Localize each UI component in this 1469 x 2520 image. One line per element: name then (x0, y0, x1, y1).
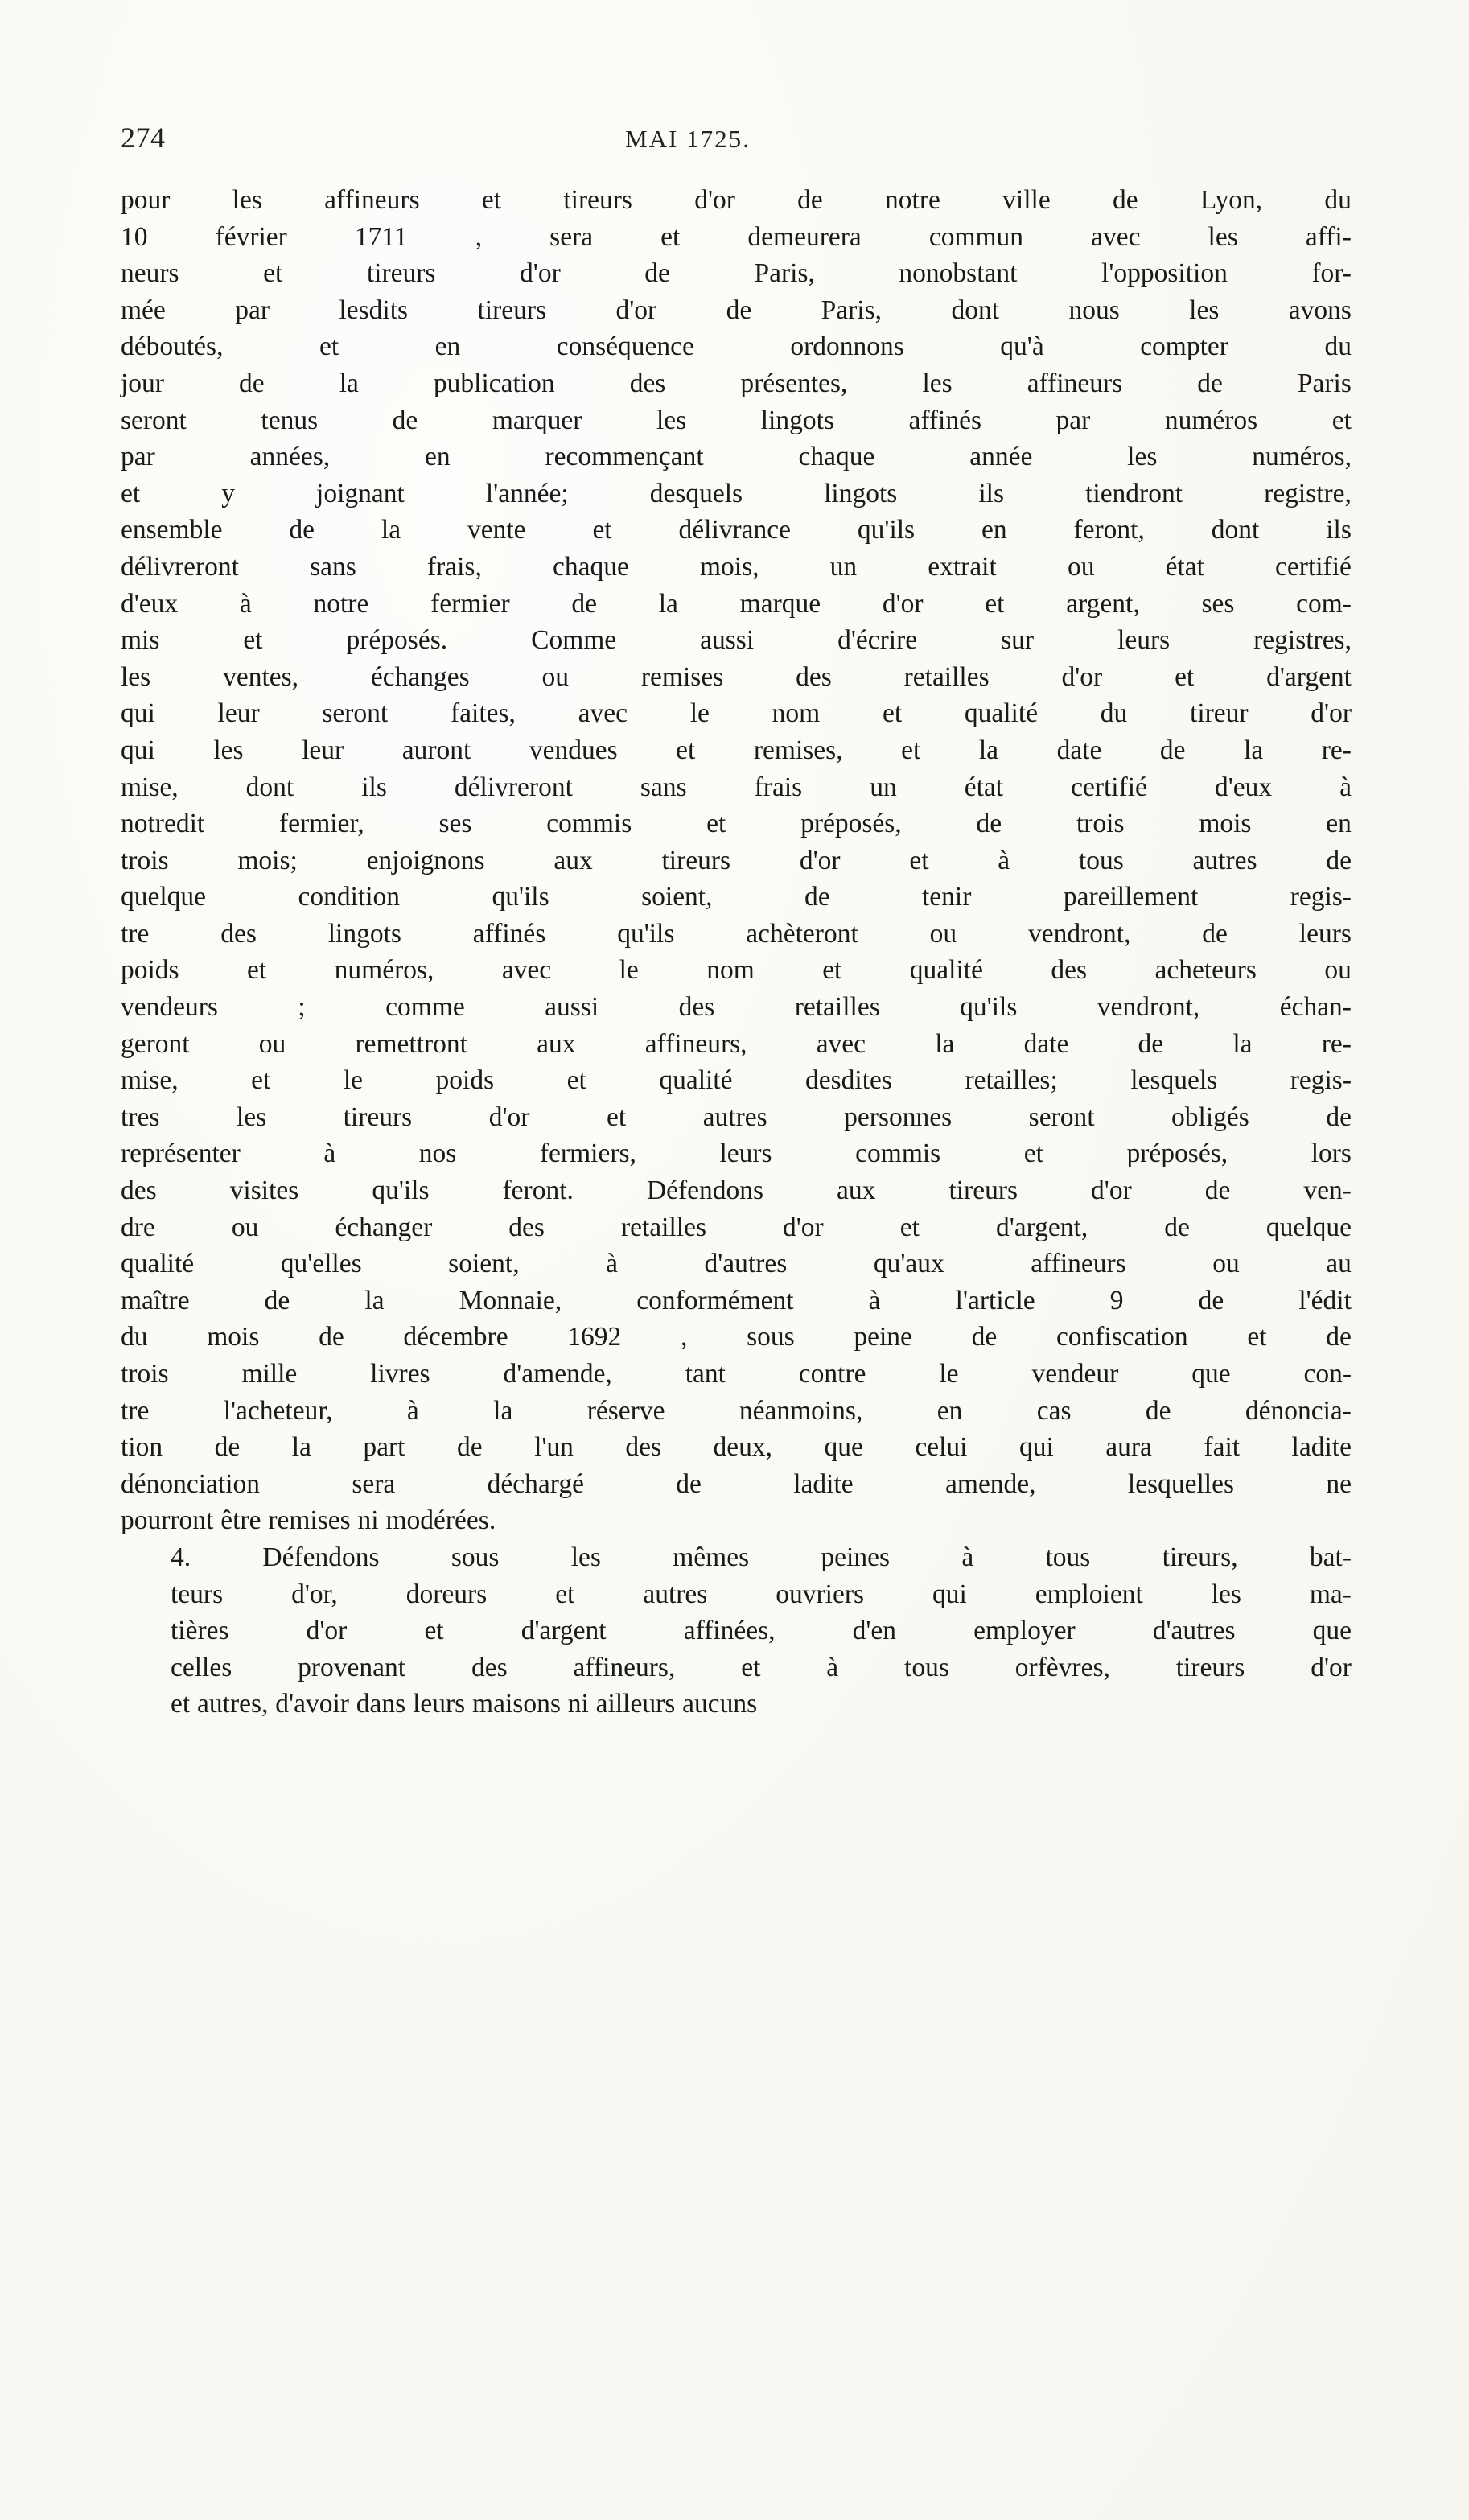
text-line: notredit fermier, ses commis et préposés, de trois mois en (121, 809, 1352, 839)
paragraph-article-4 (121, 1539, 1352, 1723)
text-line: tion de la part de l'un des deux, que celui qui aura fait ladite (121, 1432, 1352, 1463)
text-line: vendeurs ; comme aussi des retailles qu'ils vendront, échan- (121, 992, 1352, 1023)
text-line: pourront être remises ni modérées. (121, 1505, 496, 1536)
text-line: celles provenant des affineurs, et à tous orfèvres, tireurs d'or (171, 1652, 1352, 1682)
text-line: tre des lingots affinés qu'ils achèteront ou vendront, de leurs (121, 918, 1352, 949)
text-line: et y joignant l'année; desquels lingots ils tiendront registre, (121, 478, 1352, 509)
text-line: des visites qu'ils feront. Défendons aux tireurs d'or de ven- (121, 1176, 1352, 1206)
running-head: MAI 1725. (625, 125, 751, 153)
text-line: poids et numéros, avec le nom et qualité des acheteurs ou (121, 955, 1352, 986)
page-number: 274 (121, 121, 166, 154)
text-line: dre ou échanger des retailles d'or et d'argent, de quelque (121, 1212, 1352, 1242)
text-line: teurs d'or, doreurs et autres ouvriers qui emploient les ma- (171, 1579, 1352, 1609)
text-line: qui leur seront faites, avec le nom et qualité du tireur d'or (121, 698, 1352, 729)
text-line: du mois de décembre 1692 , sous peine de confiscation et de (121, 1322, 1352, 1353)
text-line: 4. Défendons sous les mêmes peines à tous tireurs, bat- (171, 1542, 1352, 1572)
text-line: qualité qu'elles soient, à d'autres qu'aux affineurs ou au (121, 1249, 1352, 1279)
text-line: tres les tireurs d'or et autres personnes seront obligés de (121, 1101, 1352, 1132)
text-line: d'eux à notre fermier de la marque d'or et argent, ses com- (121, 588, 1352, 619)
text-line: tre l'acheteur, à la réserve néanmoins, en cas de dénoncia- (121, 1395, 1352, 1426)
text-line: 10 février 1711 , sera et demeurera commun avec les affi- (121, 221, 1352, 252)
page-content (121, 121, 1352, 1723)
text-line: quelque condition qu'ils soient, de tenir pareillement regis- (121, 882, 1352, 912)
text-line: représenter à nos fermiers, leurs commis et préposés, lors (121, 1139, 1352, 1169)
text-line: mis et préposés. Comme aussi d'écrire sur leurs registres, (121, 625, 1352, 656)
text-line: dénonciation sera déchargé de ladite amende, lesquelles ne (121, 1468, 1352, 1499)
text-line: délivreront sans frais, chaque mois, un extrait ou état certifié (121, 551, 1352, 582)
text-line: trois mois; enjoignons aux tireurs d'or et à tous autres de (121, 845, 1352, 875)
text-line: mise, et le poids et qualité desdites retailles; lesquels regis- (121, 1065, 1352, 1096)
body-text (121, 182, 1352, 1723)
text-line: geront ou remettront aux affineurs, avec la date de la re- (121, 1028, 1352, 1059)
text-line: seront tenus de marquer les lingots affinés par numéros et (121, 405, 1352, 435)
text-line: neurs et tireurs d'or de Paris, nonobstant l'opposition for- (121, 258, 1352, 289)
text-line: mée par lesdits tireurs d'or de Paris, dont nous les avons (121, 294, 1352, 325)
text-line: trois mille livres d'amende, tant contre le vendeur que con- (121, 1359, 1352, 1389)
text-line: qui les leur auront vendues et remises, et la date de la re- (121, 735, 1352, 765)
text-line: tières d'or et d'argent affinées, d'en employer d'autres que (171, 1616, 1352, 1646)
text-line: déboutés, et en conséquence ordonnons qu'à compter du (121, 331, 1352, 362)
text-line: jour de la publication des présentes, les affineurs de Paris (121, 368, 1352, 398)
text-line: pour les affineurs et tireurs d'or de notre ville de Lyon, du (121, 185, 1352, 215)
text-line: par années, en recommençant chaque année les numéros, (121, 442, 1352, 472)
text-line: maître de la Monnaie, conformément à l'article 9 de l'édit (121, 1285, 1352, 1316)
page-header (121, 121, 1352, 154)
text-line: les ventes, échanges ou remises des retailles d'or et d'argent (121, 661, 1352, 692)
text-line: ensemble de la vente et délivrance qu'ils en feront, dont ils (121, 515, 1352, 546)
text-line: mise, dont ils délivreront sans frais un état certifié d'eux à (121, 772, 1352, 802)
text-line: et autres, d'avoir dans leurs maisons ni ailleurs aucuns (171, 1689, 758, 1719)
paragraph-continued (121, 182, 1352, 1539)
